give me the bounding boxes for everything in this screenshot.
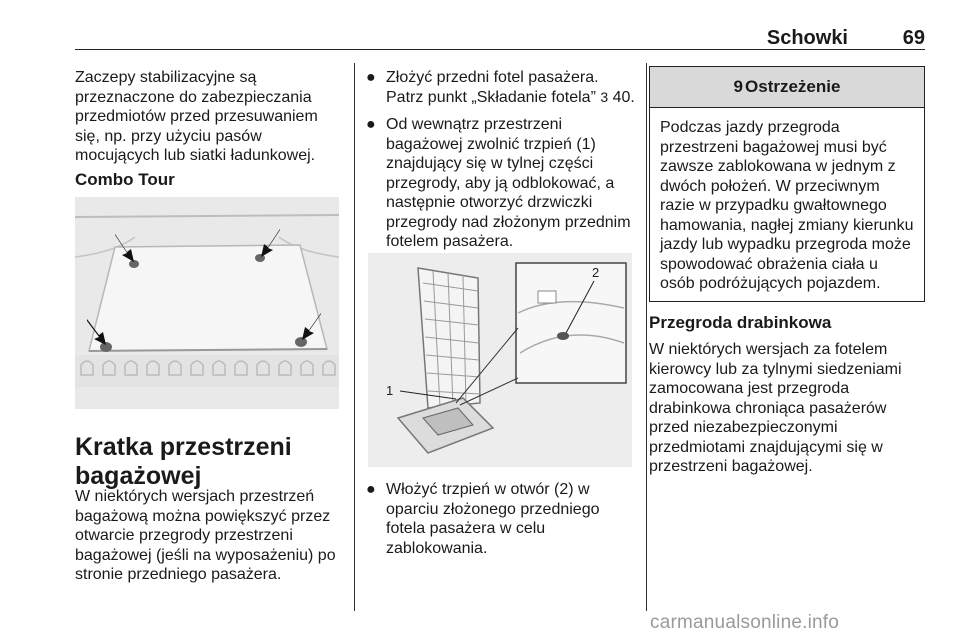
section-heading: Kratka przestrzeni bagażowej: [75, 433, 292, 490]
page-reference-icon: 3: [600, 88, 609, 105]
warning-triangle-icon: 9: [733, 77, 744, 96]
bullet-glyph: ●: [366, 116, 376, 133]
header-rule: [75, 49, 925, 50]
list-item: ● Złożyć przedni fotel pasażera. Patrz punkt „Składanie fotela” 3 40.: [366, 69, 635, 106]
list-item: ● Od wewnątrz przestrzeni bagażowej zwolnić trzpień (1) znajdujący się w tylnej części przegrody, aby ją odblokować, a następnie otworzyć drzwiczki przegrody nad złożonym przednim fotelem pasażera.: [366, 116, 631, 250]
cargo-floor-figure: [75, 197, 339, 409]
subheading-combo-tour: Combo Tour: [75, 170, 175, 189]
steps-list-after: [362, 480, 637, 566]
list-item: ● Włożyć trzpień w otwór (2) w oparciu złożonego przedniego fotela pasażera w celu zablokowania.: [366, 481, 600, 557]
cargo-floor-illustration: [75, 197, 339, 409]
bullet-glyph: ●: [366, 481, 376, 498]
section-paragraph: W niektórych wersjach przestrzeń bagażową można powiększyć przez otwarcie przegrody przestrzeni bagażowej (jeśli na wyposażeniu) po stronie przedniego pasażera.: [75, 488, 336, 583]
warning-text: Podczas jazdy przegroda przestrzeni bagażowej musi być zawsze zablokowana w jednym z dwóch położeń. W przeciwnym razie w przypadku gwałtownego hamowania, nagłej zmiany kierunku jazdy lub wypadku przegroda może spowodować obrażenia ciała u osób podróżujących pojazdem.: [660, 119, 914, 292]
intro-paragraph: Zaczepy stabilizacyjne są przeznaczone do zabezpieczania przedmiotów przed przesuwaniem się, np. przy użyciu pasów mocujących lub siatki ładunkowej.: [75, 69, 318, 164]
column-divider-left: [354, 63, 355, 611]
partition-figure: [368, 253, 632, 467]
subheading-ladder-partition: Przegroda drabinkowa: [649, 313, 832, 332]
warning-title: Ostrzeżenie: [745, 77, 841, 96]
column-divider-right: [646, 63, 647, 611]
partition-illustration: [368, 253, 632, 467]
ladder-partition-paragraph: W niektórych wersjach za fotelem kierowcy lub za tylnymi siedzeniami zamocowana jest przegroda drabinkowa chroniąca pasażerów przed niezabezpieczonymi przedmiotami znajdującymi się w przestrzeni bagażowej.: [649, 341, 902, 475]
section-title: Schowki: [766, 27, 848, 49]
steps-list: [362, 68, 637, 260]
warning-header: [650, 67, 924, 108]
warning-box: [649, 66, 925, 302]
page-number: 69: [902, 27, 925, 49]
watermark: carmanualsonline.info: [650, 612, 840, 633]
bullet-glyph: ●: [366, 69, 376, 86]
callout-label-1: 1: [386, 383, 394, 398]
callout-label-2: 2: [592, 265, 600, 280]
